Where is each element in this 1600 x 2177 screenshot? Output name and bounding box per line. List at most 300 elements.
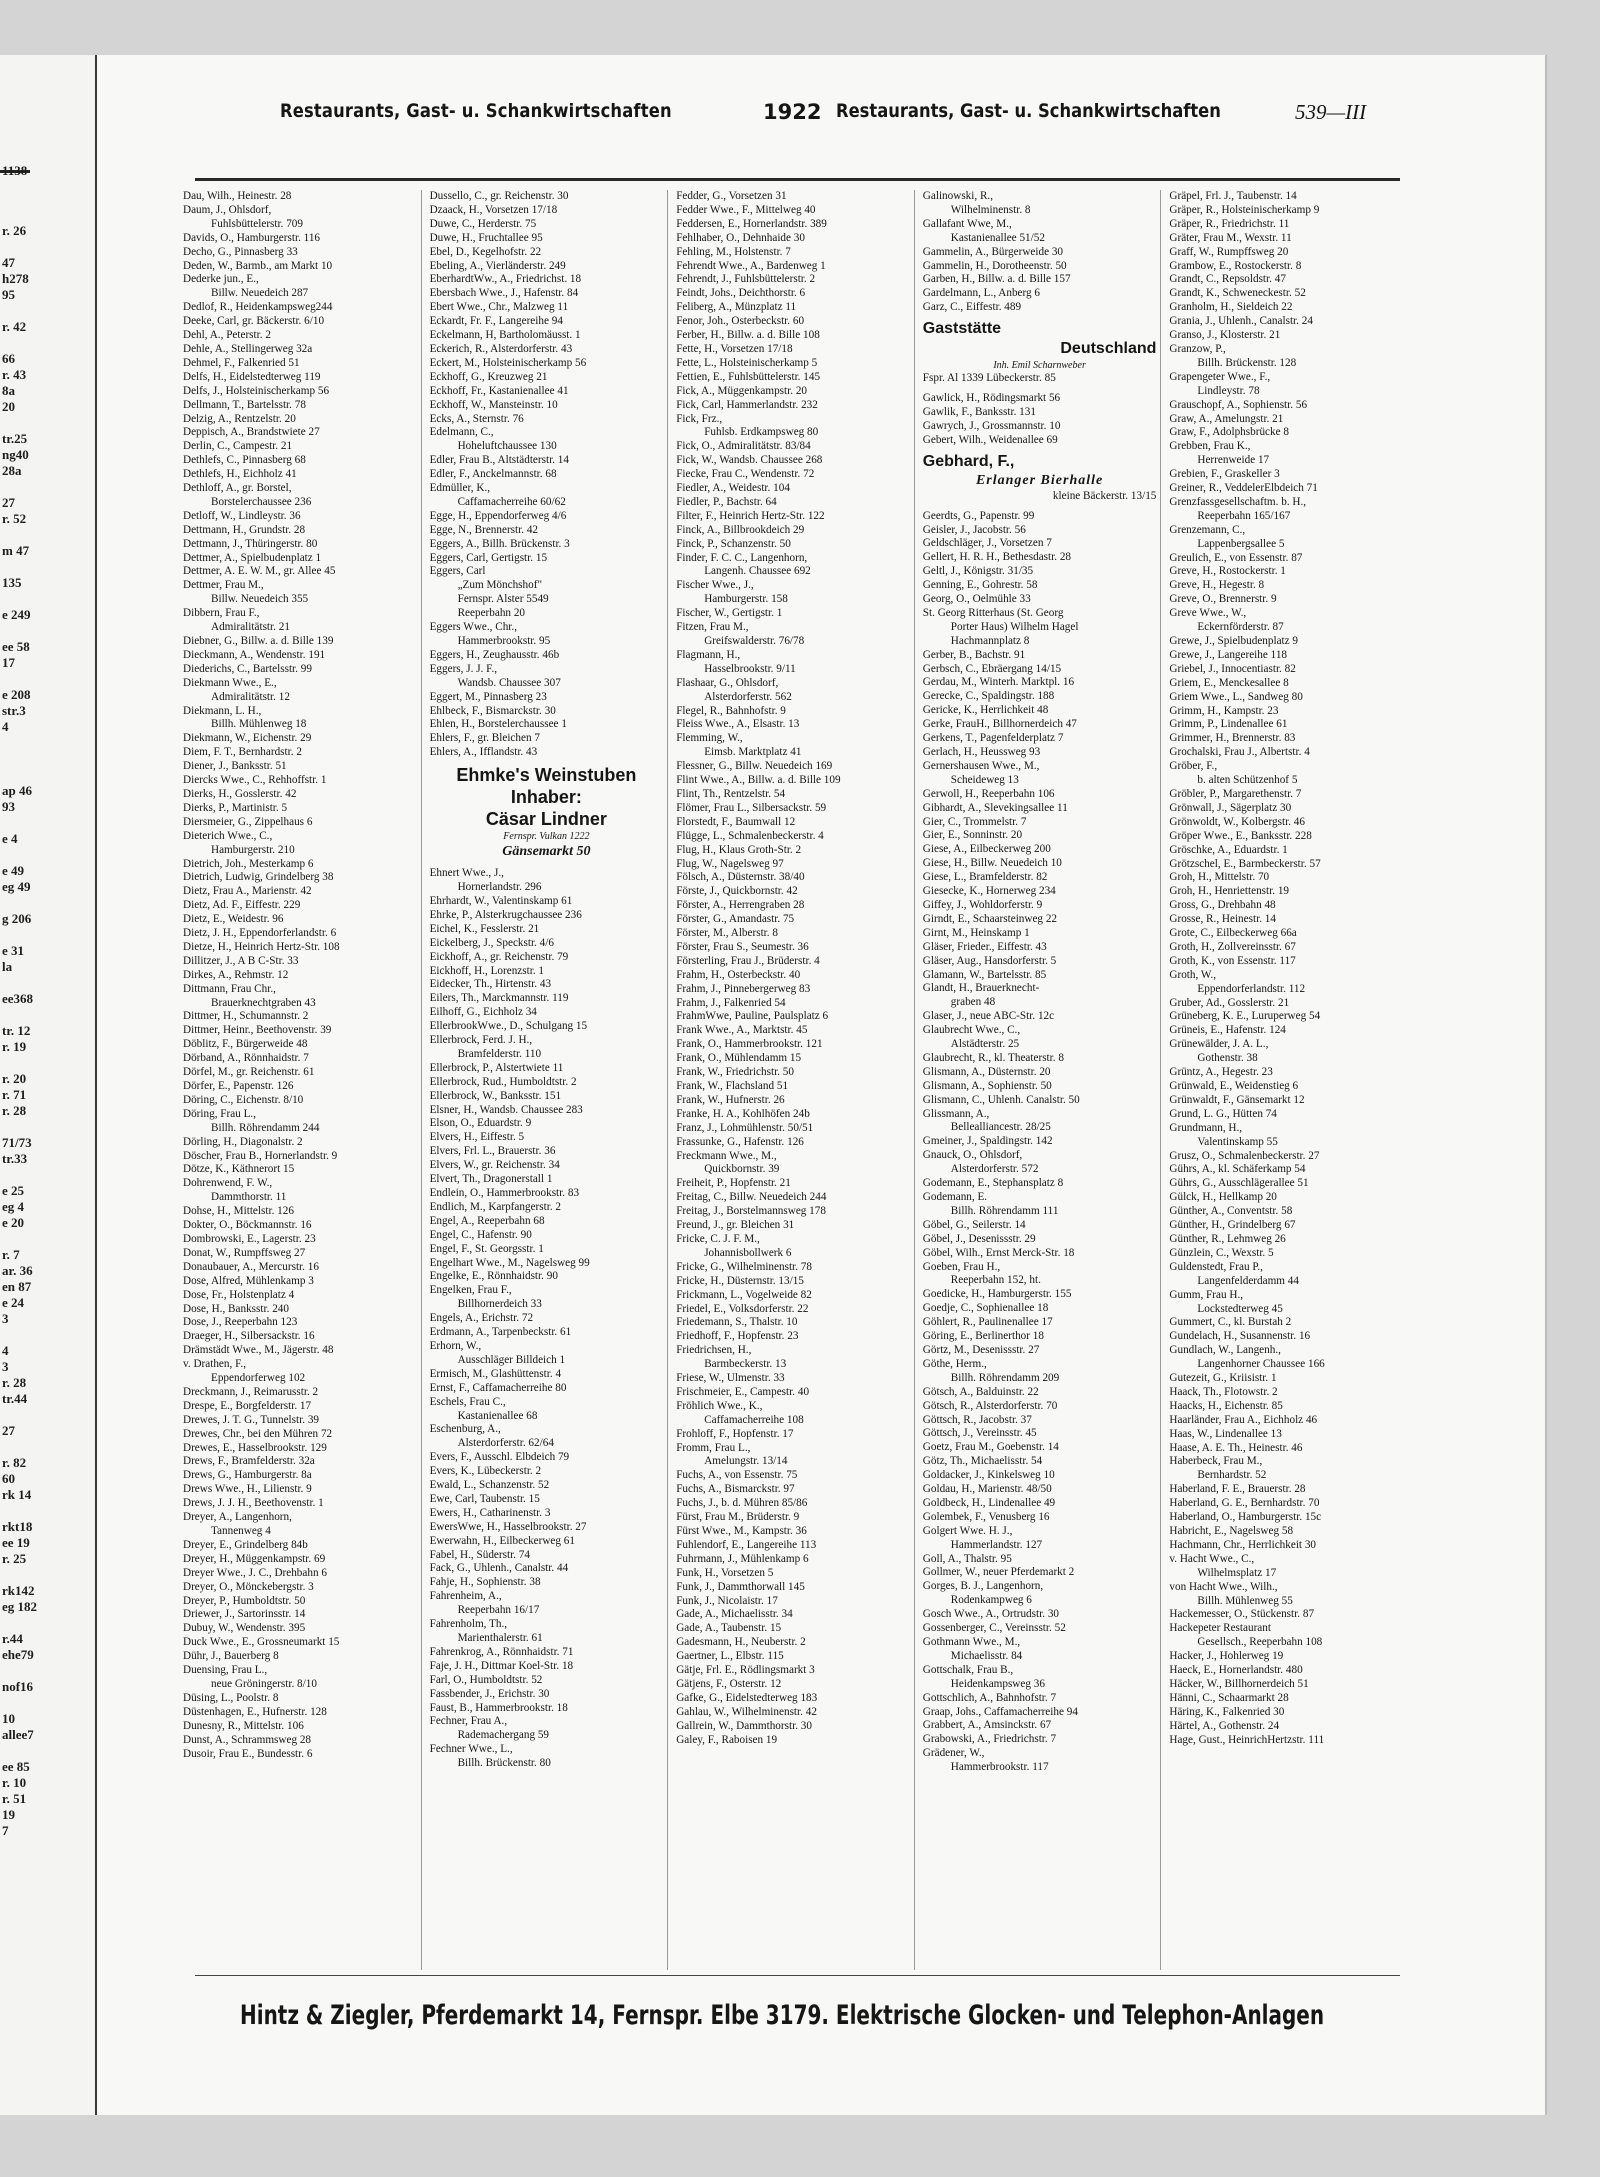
directory-entry: Gräpel, Frl. J., Taubenstr. 14 bbox=[1169, 190, 1297, 202]
previous-page-text-fragment: r. 52 bbox=[2, 511, 27, 526]
directory-entry: Ewers, H., Catharinenstr. 3 bbox=[429, 1506, 551, 1519]
directory-entry: Donat, W., Rumpffsweg 27 bbox=[183, 1246, 306, 1259]
directory-entry: Frank, O., Hammerbrookstr. 121 bbox=[676, 1038, 823, 1051]
directory-entry: Günzlein, C., Wexstr. 5 bbox=[1169, 1246, 1274, 1259]
directory-entry: Geerdts, G., Papenstr. 99 bbox=[922, 509, 1035, 522]
directory-entry: Fehling, M., Holstenstr. 7 bbox=[676, 245, 791, 258]
directory-entry: Dettmann, J., Thüringerstr. 80 bbox=[183, 537, 318, 550]
directory-entry: Funk, J., Nicolaistr. 17 bbox=[676, 1594, 778, 1607]
directory-entry: Flint Wwe., A., Billw. a. d. Bille 109 bbox=[676, 774, 841, 787]
directory-entry: Ehnert Wwe., J., bbox=[429, 867, 504, 880]
directory-entry: Dellmann, T., Bartelsstr. 78 bbox=[183, 398, 306, 411]
directory-entry: Grädener, W., bbox=[922, 1747, 985, 1760]
directory-entry: Dose, J., Reeperbahn 123 bbox=[183, 1316, 298, 1329]
directory-entry: Fehrendt, J., Fuhlsbüttelerstr. 2 bbox=[676, 273, 816, 286]
directory-entry: Dehl, A., Peterstr. 2 bbox=[183, 329, 271, 342]
directory-entry: Ellerbrock, Ferd. J. H., bbox=[429, 1034, 533, 1047]
directory-entry: Giese, L., Bramfelderstr. 82 bbox=[922, 871, 1048, 884]
directory-entry: Dörfer, E., Papenstr. 126 bbox=[183, 1080, 294, 1092]
directory-entry: Davids, O., Hamburgerstr. 116 bbox=[183, 231, 321, 244]
directory-entry: Eickelberg, J., Speckstr. 4/6 bbox=[429, 936, 554, 949]
directory-entry-continuation: Borstelerchaussee 236 bbox=[211, 495, 312, 508]
directory-entry: Elvert, Th., Dragonerstall 1 bbox=[429, 1173, 553, 1186]
directory-entry: Grebben, Frau K., bbox=[1169, 440, 1251, 453]
directory-entry: Dettmer, A., Spielbudenplatz 1 bbox=[183, 551, 322, 564]
directory-entry: Finck, A., Billbrookdeich 29 bbox=[676, 523, 805, 536]
directory-entry: Georg, O., Oelmühle 33 bbox=[922, 593, 1031, 606]
advertisement-deutschland bbox=[923, 319, 1157, 386]
directory-entry: Gmeiner, J., Spaldingstr. 142 bbox=[922, 1135, 1053, 1148]
previous-page-text-fragment: ap 46 bbox=[2, 783, 32, 798]
directory-entry-continuation: Tannenweg 4 bbox=[211, 1525, 271, 1537]
previous-page-text-fragment: tr. 12 bbox=[2, 1023, 31, 1038]
previous-page-text-fragment: eg 4 bbox=[2, 1199, 25, 1214]
directory-entry: Fürst, Frau M., Brüderstr. 9 bbox=[676, 1511, 800, 1524]
directory-entry: Fahrenkrog, A., Rönnhaidstr. 71 bbox=[429, 1645, 574, 1658]
directory-entry: Genning, E., Gohrestr. 58 bbox=[922, 579, 1038, 592]
ad-deutschland-phone: Fspr. Al 1339 Lübeckerstr. 85 bbox=[922, 372, 1056, 385]
directory-entry: Evers, F., Ausschl. Elbdeich 79 bbox=[429, 1451, 570, 1464]
directory-entry: Dreyer, O., Mönckebergstr. 3 bbox=[183, 1580, 314, 1593]
previous-page-text-fragment: m 47 bbox=[2, 543, 30, 558]
directory-entry: Fuhlendorf, E., Langereihe 113 bbox=[676, 1538, 817, 1551]
directory-entry-continuation: Barmbeckerstr. 13 bbox=[704, 1358, 787, 1371]
directory-entry-continuation: Kastanienallee 68 bbox=[457, 1409, 538, 1422]
directory-entry: Fette, H., Vorsetzen 17/18 bbox=[676, 342, 793, 355]
directory-entry: Fack, G., Uhlenh., Canalstr. 44 bbox=[429, 1562, 569, 1575]
directory-entry: Göring, E., Berlinerthor 18 bbox=[922, 1330, 1044, 1343]
directory-entry: Dubuy, W., Wendenstr. 395 bbox=[183, 1622, 306, 1635]
directory-entry: Guldenstedt, Frau P., bbox=[1169, 1260, 1263, 1273]
directory-entry: Greve, H., Hegestr. 8 bbox=[1169, 579, 1265, 592]
directory-entry: Gottschlich, A., Bahnhofstr. 7 bbox=[922, 1691, 1057, 1704]
directory-entry: Ferber, H., Billw. a. d. Bille 108 bbox=[676, 329, 820, 342]
directory-entry: Dieterich Wwe., C., bbox=[183, 829, 273, 842]
directory-entry-continuation: Hornerlandstr. 296 bbox=[457, 881, 542, 894]
directory-entry: Eschenburg, A., bbox=[429, 1423, 501, 1436]
directory-entry: Delzig, A., Rentzelstr. 20 bbox=[183, 412, 296, 425]
previous-page-text-fragment: r. 7 bbox=[2, 1247, 20, 1262]
directory-entry: Fricke, C. J. F. M., bbox=[676, 1232, 760, 1245]
directory-entry-continuation: Scheideweg 13 bbox=[950, 773, 1019, 786]
directory-entry: Glaubrecht, R., kl. Theaterstr. 8 bbox=[922, 1051, 1064, 1064]
directory-entry: Dillitzer, J., A B C-Str. 33 bbox=[183, 954, 299, 967]
directory-entry: Drews, F., Bramfelderstr. 32a bbox=[183, 1455, 315, 1468]
directory-entry: Frank, W., Friedrichstr. 50 bbox=[676, 1066, 794, 1079]
directory-entry: Flashaar, G., Ohlsdorf, bbox=[676, 676, 779, 689]
directory-entry: Frahm, H., Osterbeckstr. 40 bbox=[676, 968, 801, 981]
directory-entry: Giesecke, K., Hornerweg 234 bbox=[922, 885, 1056, 898]
directory-entry: Gerkens, T., Pagenfelderplatz 7 bbox=[922, 732, 1064, 745]
directory-entry-continuation: Hoheluftchaussee 130 bbox=[457, 440, 557, 453]
directory-entry-continuation: Caffamacherreihe 108 bbox=[704, 1413, 804, 1426]
directory-entry-continuation: Gothenstr. 38 bbox=[1197, 1052, 1258, 1065]
directory-entry: Gröper Wwe., E., Banksstr. 228 bbox=[1169, 829, 1312, 842]
directory-entry: Gottschalk, Frau B., bbox=[922, 1663, 1014, 1676]
previous-page-text-fragment: e 25 bbox=[2, 1183, 25, 1198]
directory-entry: Giffey, J., Wohldorferstr. 9 bbox=[922, 898, 1043, 911]
directory-entry: Härtel, A., Gothenstr. 24 bbox=[1169, 1719, 1280, 1732]
directory-entry: Flömer, Frau L., Silbersackstr. 59 bbox=[676, 801, 827, 814]
directory-entry: Eickhoff, A., gr. Reichenstr. 79 bbox=[429, 950, 569, 963]
directory-entry: Flug, H., Klaus Groth-Str. 2 bbox=[676, 843, 802, 856]
directory-entry: Glaubrecht Wwe., C., bbox=[922, 1024, 1021, 1037]
directory-entry: Fuchs, J., b. d. Mühren 85/86 bbox=[676, 1497, 808, 1510]
directory-column-2 bbox=[430, 190, 669, 1970]
directory-entry: Haberland, F. E., Brauerstr. 28 bbox=[1169, 1483, 1306, 1496]
directory-entry: Förster, M., Alberstr. 8 bbox=[676, 927, 778, 940]
directory-entry: Dehle, A., Stellingerweg 32a bbox=[183, 342, 313, 355]
previous-page-text-fragment: la bbox=[2, 959, 13, 974]
directory-entry: Grünwald, E., Weidenstieg 6 bbox=[1169, 1080, 1299, 1092]
directory-entry: Dose, Fr., Holstenplatz 4 bbox=[183, 1288, 295, 1301]
directory-entry: Fick, O., Admiralitätstr. 83/84 bbox=[676, 440, 811, 453]
directory-entry: Gerdau, M., Winterh. Marktpl. 16 bbox=[922, 676, 1075, 689]
previous-page-text-fragment: 3 bbox=[2, 1359, 9, 1374]
previous-page-text-fragment: r. 43 bbox=[2, 367, 27, 382]
directory-entry: Haacks, H., Eichenstr. 85 bbox=[1169, 1399, 1283, 1412]
directory-entry: Haase, A. E. Th., Heinestr. 46 bbox=[1169, 1441, 1303, 1454]
previous-page-text-fragment: ee 58 bbox=[2, 639, 30, 654]
directory-entry-continuation: Hammerbrookstr. 117 bbox=[950, 1761, 1049, 1774]
directory-entry: Hage, Gust., HeinrichHertzstr. 111 bbox=[1169, 1733, 1325, 1746]
directory-entry: Drews, G., Hamburgerstr. 8a bbox=[183, 1469, 312, 1482]
directory-entry: Frickmann, L., Vogelweide 82 bbox=[676, 1288, 812, 1301]
directory-entry-continuation: Kastanienallee 51/52 bbox=[950, 231, 1045, 244]
directory-entry: Fedder, G., Vorsetzen 31 bbox=[676, 190, 787, 202]
previous-page-text-fragment: r. 26 bbox=[2, 223, 27, 238]
directory-entry: Dreyer Wwe., J. C., Drehbahn 6 bbox=[183, 1566, 327, 1579]
directory-entry-continuation: Ausschläger Billdeich 1 bbox=[457, 1353, 566, 1366]
directory-entry-continuation: Hammerbrookstr. 95 bbox=[457, 635, 551, 647]
directory-entry: Haas, W., Lindenallee 13 bbox=[1169, 1427, 1282, 1440]
directory-entry: Fromm, Frau L., bbox=[676, 1441, 751, 1454]
directory-entry: Goldacker, J., Kinkelsweg 10 bbox=[922, 1469, 1055, 1482]
directory-entry: Driewer, J., Sartorinsstr. 14 bbox=[183, 1608, 306, 1621]
directory-entry: Ebersbach Wwe., J., Hafenstr. 84 bbox=[429, 287, 579, 300]
directory-entry: Freitag, J., Borstelmannsweg 178 bbox=[676, 1205, 826, 1218]
directory-entry-continuation: Lindleystr. 78 bbox=[1197, 384, 1260, 397]
directory-entry: Detloff, W., Lindleystr. 36 bbox=[183, 509, 301, 522]
directory-entry: Griebel, J., Innocentiastr. 82 bbox=[1169, 662, 1296, 675]
directory-entry-continuation: Admiralitätstr. 12 bbox=[211, 690, 290, 703]
directory-entry: Diem, F. T., Bernhardstr. 2 bbox=[183, 746, 302, 759]
directory-entry-continuation: Billw. Neuedeich 287 bbox=[211, 287, 309, 300]
directory-entry: Dunst, A., Schrammsweg 28 bbox=[183, 1733, 312, 1746]
directory-entry: Egge, H., Eppendorferweg 4/6 bbox=[429, 509, 567, 522]
previous-page-text-fragment: 8a bbox=[2, 383, 15, 398]
directory-entry: Frohloff, F., Hopfenstr. 17 bbox=[676, 1427, 794, 1440]
previous-page-text-fragment: 135 bbox=[2, 575, 22, 590]
directory-entry: Göthe, Herm., bbox=[922, 1357, 987, 1370]
ad-gebhard-business: Erlanger Bierhalle bbox=[975, 472, 1104, 488]
directory-entry: Goldbeck, H., Lindenallee 49 bbox=[922, 1496, 1056, 1509]
directory-entry: Gräper, R., Friedrichstr. 11 bbox=[1169, 217, 1290, 230]
directory-entry-continuation: Reeperbahn 152, ht. bbox=[950, 1274, 1041, 1287]
directory-entry: Elsner, H., Wandsb. Chaussee 283 bbox=[429, 1103, 583, 1116]
directory-entry: Diebner, G., Billw. a. d. Bille 139 bbox=[183, 635, 334, 647]
directory-entry: Glaser, J., neue ABC-Str. 12c bbox=[922, 1010, 1055, 1023]
directory-entry: Granso, J., Klosterstr. 21 bbox=[1169, 329, 1281, 342]
directory-entry-continuation: Rademachergang 59 bbox=[457, 1729, 550, 1742]
directory-entry: Grusz, O., Schmalenbeckerstr. 27 bbox=[1169, 1149, 1320, 1162]
previous-page-text-fragment: 7 bbox=[2, 1823, 9, 1838]
directory-entry: Dietz, Frau A., Marienstr. 42 bbox=[183, 885, 312, 898]
directory-entry: Gawrych, J., Grossmannstr. 10 bbox=[922, 419, 1061, 432]
directory-entry: Gammelin, H., Dorotheenstr. 50 bbox=[922, 259, 1067, 272]
directory-entry: Eckert, M., Holsteinischerkamp 56 bbox=[429, 356, 587, 369]
directory-entry: Frischmeier, E., Campestr. 40 bbox=[676, 1385, 810, 1398]
directory-entry-continuation: Hachmannplatz 8 bbox=[950, 634, 1030, 647]
directory-entry: Glissmann, A., bbox=[922, 1107, 990, 1120]
directory-entry: Grosse, R., Heinestr. 14 bbox=[1169, 913, 1276, 926]
directory-entry: Grania, J., Uhlenh., Canalstr. 24 bbox=[1169, 315, 1313, 328]
directory-entry: Delfs, J., Holsteinischerkamp 56 bbox=[183, 384, 330, 397]
directory-entry-continuation: Quickbornstr. 39 bbox=[704, 1163, 780, 1176]
directory-entry: Eckerich, R., Alsterdorferstr. 43 bbox=[429, 342, 573, 355]
directory-entry-continuation: Marienthalerstr. 61 bbox=[457, 1632, 543, 1644]
directory-entry: Fick, Carl, Hammerlandstr. 232 bbox=[676, 398, 818, 411]
directory-entry: Fölsch, A., Düsternstr. 38/40 bbox=[676, 871, 805, 884]
directory-entry: Franke, H. A., Kohlhöfen 24b bbox=[676, 1107, 810, 1120]
directory-entry: Fröhlich Wwe., K., bbox=[676, 1399, 763, 1412]
directory-entry: Engel, A., Reeperbahn 68 bbox=[429, 1214, 545, 1227]
directory-entry: Duensing, Frau L., bbox=[183, 1664, 268, 1677]
directory-entry: Drämstädt Wwe., M., Jägerstr. 48 bbox=[183, 1344, 334, 1357]
directory-entry: Funk, J., Dammthorwall 145 bbox=[676, 1580, 805, 1593]
directory-entry-continuation: Reeperbahn 20 bbox=[457, 607, 526, 620]
directory-entry: Gaertner, L., Elbstr. 115 bbox=[676, 1650, 784, 1663]
previous-page-text-fragment: e 208 bbox=[2, 687, 31, 702]
previous-page-text-fragment: str.3 bbox=[2, 703, 26, 718]
directory-entry: Eggert, M., Pinnasberg 23 bbox=[429, 690, 547, 703]
directory-entry: Engelken, Frau F., bbox=[429, 1284, 512, 1297]
previous-page-text-fragment: tr.44 bbox=[2, 1391, 28, 1406]
previous-page-text-fragment: ee 85 bbox=[2, 1759, 30, 1774]
directory-entry: Greve Wwe., W., bbox=[1169, 607, 1247, 620]
directory-entry: Hänni, C., Schaarmarkt 28 bbox=[1169, 1691, 1289, 1704]
directory-entry: Franz, J., Lohmühlenstr. 50/51 bbox=[676, 1121, 814, 1134]
directory-entry: Goedje, C., Sophienallee 18 bbox=[922, 1302, 1049, 1315]
directory-entry-continuation: b. alten Schützenhof 5 bbox=[1197, 774, 1298, 787]
directory-entry: Haberbeck, Frau M., bbox=[1169, 1455, 1263, 1468]
directory-entry: Ewe, Carl, Taubenstr. 15 bbox=[429, 1492, 540, 1505]
directory-entry: Filter, F., Heinrich Hertz-Str. 122 bbox=[676, 509, 825, 522]
directory-entry: Grabowski, A., Friedrichstr. 7 bbox=[922, 1733, 1057, 1746]
previous-page-text-fragment: h278 bbox=[2, 271, 29, 286]
directory-entry: Gardelmann, L., Anberg 6 bbox=[922, 287, 1041, 300]
previous-page-text-fragment: rk 14 bbox=[2, 1487, 32, 1502]
directory-entry: Groh, H., Mittelstr. 70 bbox=[1169, 871, 1270, 884]
directory-entry: Dörling, H., Diagonalstr. 2 bbox=[183, 1135, 303, 1148]
previous-page-text-fragment: r. 71 bbox=[2, 1087, 27, 1102]
directory-entry: Graap, Johs., Caffamacherreihe 94 bbox=[922, 1705, 1078, 1718]
directory-entry-continuation: Valentinskamp 55 bbox=[1197, 1135, 1278, 1148]
directory-entry: Diekmann, L. H., bbox=[183, 704, 262, 717]
directory-entry: Gadesmann, H., Neuberstr. 2 bbox=[676, 1636, 806, 1649]
directory-entry: Eckhoff, G., Kreuzweg 21 bbox=[429, 370, 548, 383]
directory-entry: Grandt, K., Schweneckestr. 52 bbox=[1169, 287, 1306, 300]
directory-entry-continuation: Bernhardstr. 52 bbox=[1197, 1469, 1267, 1482]
directory-entry: Dedlof, R., Heidenkampsweg244 bbox=[183, 301, 333, 314]
directory-entry: Dötze, K., Käthnerort 15 bbox=[183, 1163, 295, 1176]
directory-entry: Deeke, Carl, gr. Bäckerstr. 6/10 bbox=[183, 315, 325, 328]
directory-entry: Dreyer, A., Langenhorn, bbox=[183, 1511, 292, 1524]
previous-page-text-fragment: e 249 bbox=[2, 607, 31, 622]
directory-entry: Farl, O., Humboldtstr. 52 bbox=[429, 1673, 543, 1686]
directory-entry: Dietrich, Joh., Mesterkamp 6 bbox=[183, 857, 314, 870]
directory-entry-continuation: Alstädterstr. 25 bbox=[950, 1038, 1020, 1051]
directory-entry: Grötzschel, E., Barmbeckerstr. 57 bbox=[1169, 857, 1321, 870]
directory-entry: Engels, A., Erichstr. 72 bbox=[429, 1312, 534, 1325]
directory-entry: Fehlhaber, O., Dehnhaide 30 bbox=[676, 231, 805, 244]
directory-entry: Diekmann Wwe., E., bbox=[183, 676, 277, 689]
previous-page-text-fragment: 20 bbox=[2, 399, 15, 414]
directory-entry-continuation: Billh. Röhrendamm 111 bbox=[950, 1204, 1059, 1217]
directory-entry-continuation: Eppendorferlandstr. 112 bbox=[1197, 982, 1306, 995]
directory-entry: Derlin, C., Campestr. 21 bbox=[183, 440, 293, 453]
directory-entry: Donaubauer, A., Mercurstr. 16 bbox=[183, 1260, 319, 1273]
directory-entry: Diederichs, C., Bartelsstr. 99 bbox=[183, 662, 312, 675]
previous-page-text-fragment: 1138 bbox=[2, 163, 28, 178]
directory-entry: Ellerbrock, W., Banksstr. 151 bbox=[429, 1089, 562, 1102]
directory-entry: Fettien, E., Fuhlsbüttelerstr. 145 bbox=[676, 370, 821, 383]
directory-entry: Gläser, Aug., Hansdorferstr. 5 bbox=[922, 954, 1057, 967]
directory-entry: Elvers, W., gr. Reichenstr. 34 bbox=[429, 1159, 560, 1172]
directory-entry-continuation: Wandsb. Chaussee 307 bbox=[457, 676, 561, 689]
directory-entry: Grenzfassgesellschaftm. b. H., bbox=[1169, 495, 1307, 508]
directory-entry: Granholm, H., Sieldeich 22 bbox=[1169, 301, 1293, 314]
directory-entry: Ecks, A., Sternstr. 76 bbox=[429, 412, 524, 425]
directory-entry: Galinowski, R., bbox=[922, 190, 994, 202]
directory-entry: v. Hacht Wwe., C., bbox=[1169, 1552, 1255, 1565]
directory-entry: Haack, Th., Flotowstr. 2 bbox=[1169, 1385, 1278, 1398]
directory-entry: Dokter, O., Böckmannstr. 16 bbox=[183, 1219, 312, 1232]
directory-entry: Fahje, H., Sophienstr. 38 bbox=[429, 1576, 541, 1589]
directory-entry: Gummert, C., kl. Burstah 2 bbox=[1169, 1316, 1292, 1329]
directory-entry-continuation: Hasselbrookstr. 9/11 bbox=[704, 662, 796, 675]
directory-entry-continuation: neue Gröningerstr. 8/10 bbox=[211, 1677, 317, 1690]
directory-entry: Eschels, Frau C., bbox=[429, 1395, 506, 1408]
directory-entry: Fuchs, A., von Essenstr. 75 bbox=[676, 1469, 798, 1482]
previous-page-text-fragment: r. 10 bbox=[2, 1775, 27, 1790]
directory-entry: Drews, J. J. H., Beethovenstr. 1 bbox=[183, 1497, 324, 1510]
directory-entry-continuation: Amelungstr. 13/14 bbox=[704, 1455, 788, 1468]
directory-entry: Elvers, Frl. L., Brauerstr. 36 bbox=[429, 1145, 556, 1158]
directory-column-3 bbox=[676, 190, 915, 1970]
directory-entry: Evers, K., Lübeckerstr. 2 bbox=[429, 1465, 542, 1478]
directory-entry: Flessner, G., Billw. Neuedeich 169 bbox=[676, 760, 833, 773]
directory-entry: Gahlau, W., Wilhelminenstr. 42 bbox=[676, 1705, 817, 1718]
previous-page-text-fragment: tr.33 bbox=[2, 1151, 28, 1166]
directory-entry: Elson, O., Eduardstr. 9 bbox=[429, 1117, 532, 1130]
directory-entry: Galey, F., Raboisen 19 bbox=[676, 1733, 778, 1746]
previous-page-text-fragment: r.44 bbox=[2, 1631, 23, 1646]
directory-entry: Geisler, J., Jacobstr. 56 bbox=[922, 523, 1026, 536]
directory-entry: Grimmer, H., Brennerstr. 83 bbox=[1169, 732, 1296, 745]
directory-entry: Graw, A., Amelungstr. 21 bbox=[1169, 412, 1284, 425]
directory-entry: Dzaack, H., Vorsetzen 17/18 bbox=[429, 203, 558, 216]
directory-entry: Dombrowski, E., Lagerstr. 23 bbox=[183, 1232, 316, 1245]
directory-entry: Dittmann, Frau Chr., bbox=[183, 982, 276, 995]
directory-entry: Ehrhardt, W., Valentinskamp 61 bbox=[429, 894, 573, 907]
directory-entry: Decho, G., Pinnasberg 33 bbox=[183, 245, 298, 258]
directory-entry: Geltl, J., Königstr. 31/35 bbox=[922, 565, 1034, 578]
previous-page-text-fragment: e 4 bbox=[2, 831, 18, 846]
directory-entry-continuation: Alsterdorferstr. 562 bbox=[704, 690, 792, 703]
directory-entry: Fricke, H., Düsternstr. 13/15 bbox=[676, 1274, 804, 1287]
advertisement-ehmke bbox=[430, 764, 664, 861]
previous-page-text-fragment: r. 51 bbox=[2, 1791, 27, 1806]
previous-page-text-fragment: e 31 bbox=[2, 943, 25, 958]
directory-entry: Förster, Frau S., Seumestr. 36 bbox=[676, 940, 809, 953]
previous-page-text-fragment: 3 bbox=[2, 1311, 9, 1326]
directory-entry-continuation: Michaelisstr. 84 bbox=[950, 1649, 1023, 1662]
directory-entry: Eggers, Carl bbox=[429, 565, 486, 578]
previous-page-text-fragment: r. 20 bbox=[2, 1071, 27, 1086]
directory-entry: Eggers, A., Billh. Brückenstr. 3 bbox=[429, 537, 570, 550]
directory-entry: Dieckmann, A., Wendenstr. 191 bbox=[183, 648, 326, 661]
ad-deutschland-owner: Inh. Emil Scharnweber bbox=[993, 360, 1086, 372]
directory-entry: Göttsch, R., Jacobstr. 37 bbox=[922, 1413, 1032, 1426]
directory-entry: Friedemann, S., Thalstr. 10 bbox=[676, 1316, 798, 1329]
directory-entry: Dietz, Ad. F., Eiffestr. 229 bbox=[183, 899, 301, 912]
directory-entry-continuation: Bramfelderstr. 110 bbox=[457, 1047, 542, 1060]
directory-entry: Dethlefs, H., Eichholz 41 bbox=[183, 468, 297, 481]
directory-entry: Frahm, J., Falkenried 54 bbox=[676, 996, 786, 1009]
previous-page-text-fragment: 27 bbox=[2, 495, 15, 510]
directory-entry: Ernst, F., Caffamacherreihe 80 bbox=[429, 1381, 567, 1394]
previous-page-text-fragment: en 87 bbox=[2, 1279, 32, 1294]
directory-entry: Gallafant Wwe, M., bbox=[922, 217, 1012, 230]
ad-gebhard-address: kleine Bäckerstr. 13/15 bbox=[1052, 489, 1157, 502]
previous-page-text-fragment: 60 bbox=[2, 1471, 15, 1486]
directory-entry: Fuhrmann, J., Mühlenkamp 6 bbox=[676, 1552, 809, 1565]
directory-entry: Dettmann, H., Grundstr. 28 bbox=[183, 523, 306, 536]
directory-entry-continuation: Reeperbahn 16/17 bbox=[457, 1604, 540, 1617]
directory-entry: Gossenberger, C., Vereinsstr. 52 bbox=[922, 1622, 1066, 1635]
directory-entry: Götsch, R., Alsterdorferstr. 70 bbox=[922, 1399, 1058, 1412]
directory-entry: Fiecke, Frau C., Wendenstr. 72 bbox=[676, 468, 815, 481]
directory-entry: Engel, C., Hafenstr. 90 bbox=[429, 1228, 532, 1241]
directory-entry: Ehlers, A., Ifflandstr. 43 bbox=[429, 746, 538, 759]
directory-entry: Förste, J., Quickbornstr. 42 bbox=[676, 885, 798, 898]
previous-page-text-fragment: e 20 bbox=[2, 1215, 25, 1230]
directory-entry: Goll, A., Thalstr. 95 bbox=[922, 1552, 1012, 1565]
previous-page-text-fragment: g 206 bbox=[2, 911, 32, 926]
previous-page-text-fragment: 95 bbox=[2, 287, 15, 302]
directory-entry-continuation: Fuhlsbüttelerstr. 709 bbox=[211, 217, 303, 230]
directory-entry: Eickhoff, H., Lorenzstr. 1 bbox=[429, 964, 545, 977]
directory-entry: Fassbender, J., Erichstr. 30 bbox=[429, 1687, 550, 1700]
directory-entry: Dreyer, P., Humboldtstr. 50 bbox=[183, 1594, 306, 1607]
directory-entry: Grüntz, A., Hegestr. 23 bbox=[1169, 1066, 1273, 1079]
directory-entry: Grauschopf, A., Sophienstr. 56 bbox=[1169, 398, 1308, 411]
directory-entry: Dau, Wilh., Heinestr. 28 bbox=[183, 190, 292, 202]
directory-column-1 bbox=[183, 190, 422, 1970]
directory-entry: Eckardt, Fr. F., Langereihe 94 bbox=[429, 315, 563, 328]
directory-entry-continuation: Eckernförderstr. 87 bbox=[1197, 621, 1284, 634]
directory-entry: Garben, H., Billw. a. d. Bille 157 bbox=[922, 273, 1071, 286]
directory-entry: Förster, G., Amandastr. 75 bbox=[676, 913, 795, 926]
ad-ehmke-owner: Cäsar Lindner bbox=[485, 809, 607, 830]
previous-page-text-fragment: 10 bbox=[2, 1711, 15, 1726]
directory-entry: Drewes, J. T. G., Tunnelstr. 39 bbox=[183, 1413, 320, 1426]
directory-entry: Freund, J., gr. Bleichen 31 bbox=[676, 1219, 795, 1232]
directory-entry: Golgert Wwe. H. J., bbox=[922, 1524, 1013, 1537]
directory-entry: Gröschke, A., Eduardstr. 1 bbox=[1169, 843, 1288, 856]
directory-entry: Fuchs, A., Bismarckstr. 97 bbox=[676, 1483, 795, 1496]
